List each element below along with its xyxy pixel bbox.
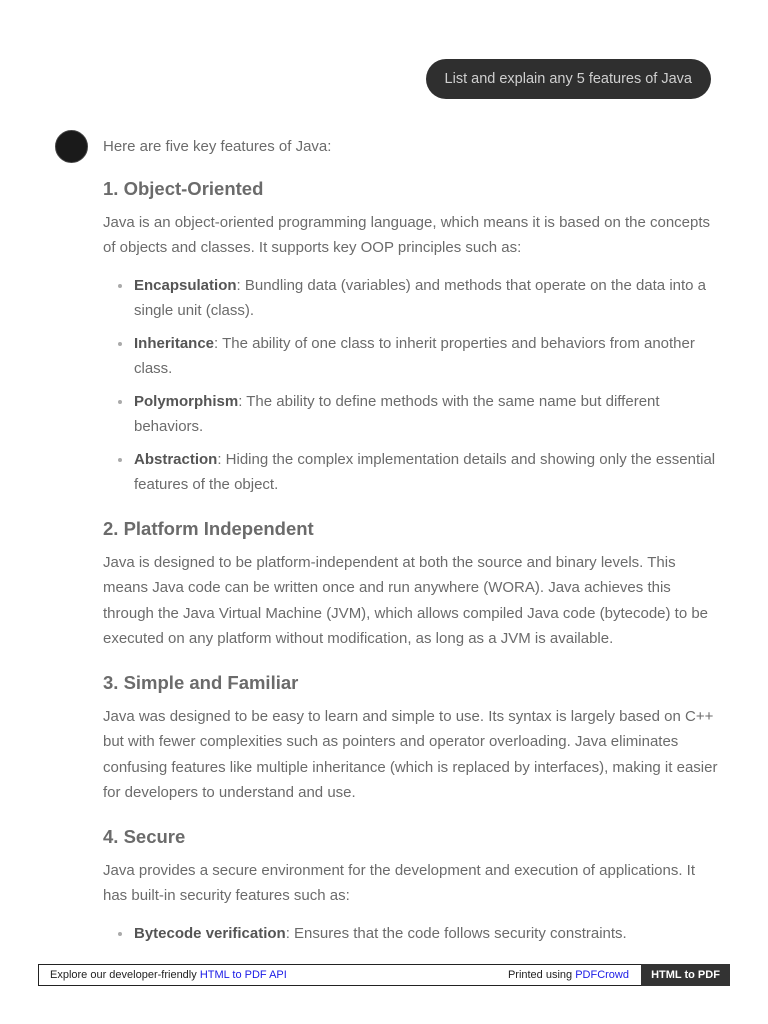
list-item — [134, 331, 718, 382]
footer-printed — [508, 965, 629, 985]
assistant-avatar-icon — [55, 130, 88, 163]
list-item-term: Encapsulation — [134, 276, 237, 294]
list-item — [134, 921, 718, 947]
list-item-desc: : Hiding the complex implementation details and showing only the essential features of the object. — [134, 450, 716, 493]
list-item — [134, 447, 718, 498]
section-object-oriented — [103, 176, 718, 498]
list-item — [134, 273, 718, 324]
section-text: Java is an object-oriented programming language, which means it is based on the concepts of objects and classes. It supports key OOP principles such as: — [103, 213, 711, 256]
list-item-desc: : The ability of one class to inherit properties and behaviors from another class. — [134, 334, 695, 377]
section-secure — [103, 824, 718, 947]
section-text: Java is designed to be platform-independent at both the source and binary levels. This means Java code can be written once and run anywhere (WORA). Java achieves this through the Java Virtual Machine (JVM), which allows compiled Java code (bytecode) to be executed on any platform without modification, as long as a JVM is available. — [103, 553, 709, 647]
html-to-pdf-api-link[interactable]: HTML to PDF API — [199, 969, 287, 981]
footer-explore-text: Explore our developer-friendly — [50, 969, 200, 981]
html-to-pdf-button[interactable]: HTML to PDF — [641, 964, 730, 986]
footer-explore — [50, 965, 287, 985]
pdfcrowd-footer — [38, 964, 730, 986]
section-heading: 2. Platform Independent — [103, 517, 314, 539]
section-platform-independent — [103, 516, 718, 652]
section-heading: 3. Simple and Familiar — [103, 671, 299, 693]
section-heading: 1. Object-Oriented — [103, 177, 264, 199]
section-heading: 4. Secure — [103, 825, 186, 847]
feature-list — [103, 921, 718, 947]
footer-printed-text: Printed using — [507, 969, 576, 981]
list-item-desc: : Bundling data (variables) and methods that operate on the data into a single unit (class). — [134, 276, 707, 319]
list-item-term: Bytecode verification — [134, 924, 286, 942]
list-item-term: Polymorphism — [134, 392, 239, 410]
list-item-desc: : Ensures that the code follows security constraints. — [285, 924, 627, 942]
feature-list — [103, 273, 718, 498]
answer-intro: Here are five key features of Java: — [103, 138, 332, 155]
section-text: Java provides a secure environment for the development and execution of applications. It has built-in security features such as: — [103, 861, 696, 904]
list-item-term: Inheritance — [134, 334, 215, 352]
list-item — [134, 389, 718, 440]
user-message-bubble: List and explain any 5 features of Java — [426, 59, 711, 99]
pdfcrowd-link[interactable]: PDFCrowd — [575, 969, 629, 981]
list-item-desc: : The ability to define methods with the same name but different behaviors. — [134, 392, 660, 435]
section-simple-familiar — [103, 670, 718, 806]
assistant-answer — [103, 134, 718, 964]
list-item-term: Abstraction — [134, 450, 218, 468]
section-text: Java was designed to be easy to learn and simple to use. Its syntax is largely based on C++ but with fewer complexities such as pointers and operator overloading. Java eliminates confusing features like multiple inheritance (which is replaced by interfaces), making it easier for developers to understand and use. — [103, 707, 718, 801]
